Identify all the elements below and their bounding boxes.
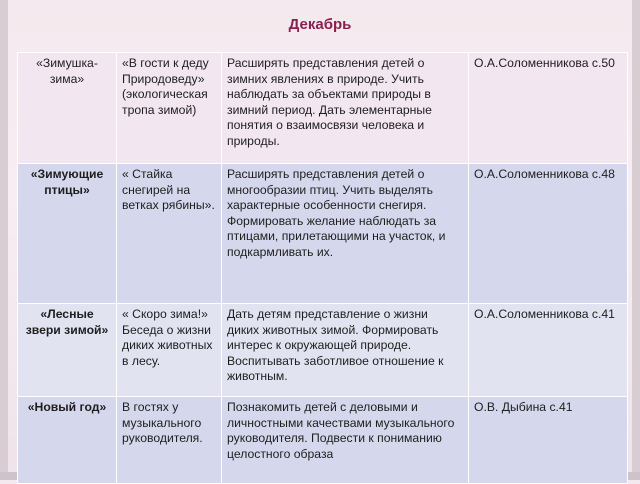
page-title: Декабрь [288, 16, 352, 33]
goal-cell: Расширять представления детей о многообразии птиц. Учить выделять характерные особенности снегиря. Формировать желание наблюдать за птицами, прилетающими на участок, и подкармливать их. [222, 164, 469, 304]
table-row [18, 164, 628, 304]
event-cell: « Скоро зима!» Беседа о жизни диких животных в лесу. [117, 304, 222, 397]
table-row [18, 53, 628, 164]
event-cell: «В гости к деду Природоведу» (экологическая тропа зимой) [117, 53, 222, 164]
source-cell: О.В. Дыбина с.41 [469, 397, 628, 484]
table-row [18, 304, 628, 397]
theme-cell: «Лесные звери зимой» [18, 304, 117, 397]
source-cell: О.А.Соломенникова с.48 [469, 164, 628, 304]
theme-cell: «Новый год» [18, 397, 117, 484]
source-cell: О.А.Соломенникова с.50 [469, 53, 628, 164]
source-cell: О.А.Соломенникова с.41 [469, 304, 628, 397]
slide-frame-left [0, 0, 8, 480]
plan-table [17, 52, 628, 484]
event-cell: « Стайка снегирей на ветках рябины». [117, 164, 222, 304]
event-cell: В гостях у музыкального руководителя. [117, 397, 222, 484]
table-row [18, 397, 628, 484]
slide-frame-right [632, 0, 640, 480]
goal-cell: Познакомить детей с деловыми и личностными качествами музыкального руководителя. Подвести к пониманию целостного образа [222, 397, 469, 484]
goal-cell: Расширять представления детей о зимних явлениях в природе. Учить наблюдать за объектами природы в зимний период. Дать элементарные понятия о взаимосвязи человека и природы. [222, 53, 469, 164]
theme-cell: «Зимушка-зима» [18, 53, 117, 164]
theme-cell: «Зимующие птицы» [18, 164, 117, 304]
goal-cell: Дать детям представление о жизни диких животных зимой. Формировать интерес к окружающей природе. Воспитывать заботливое отношение к животным. [222, 304, 469, 397]
